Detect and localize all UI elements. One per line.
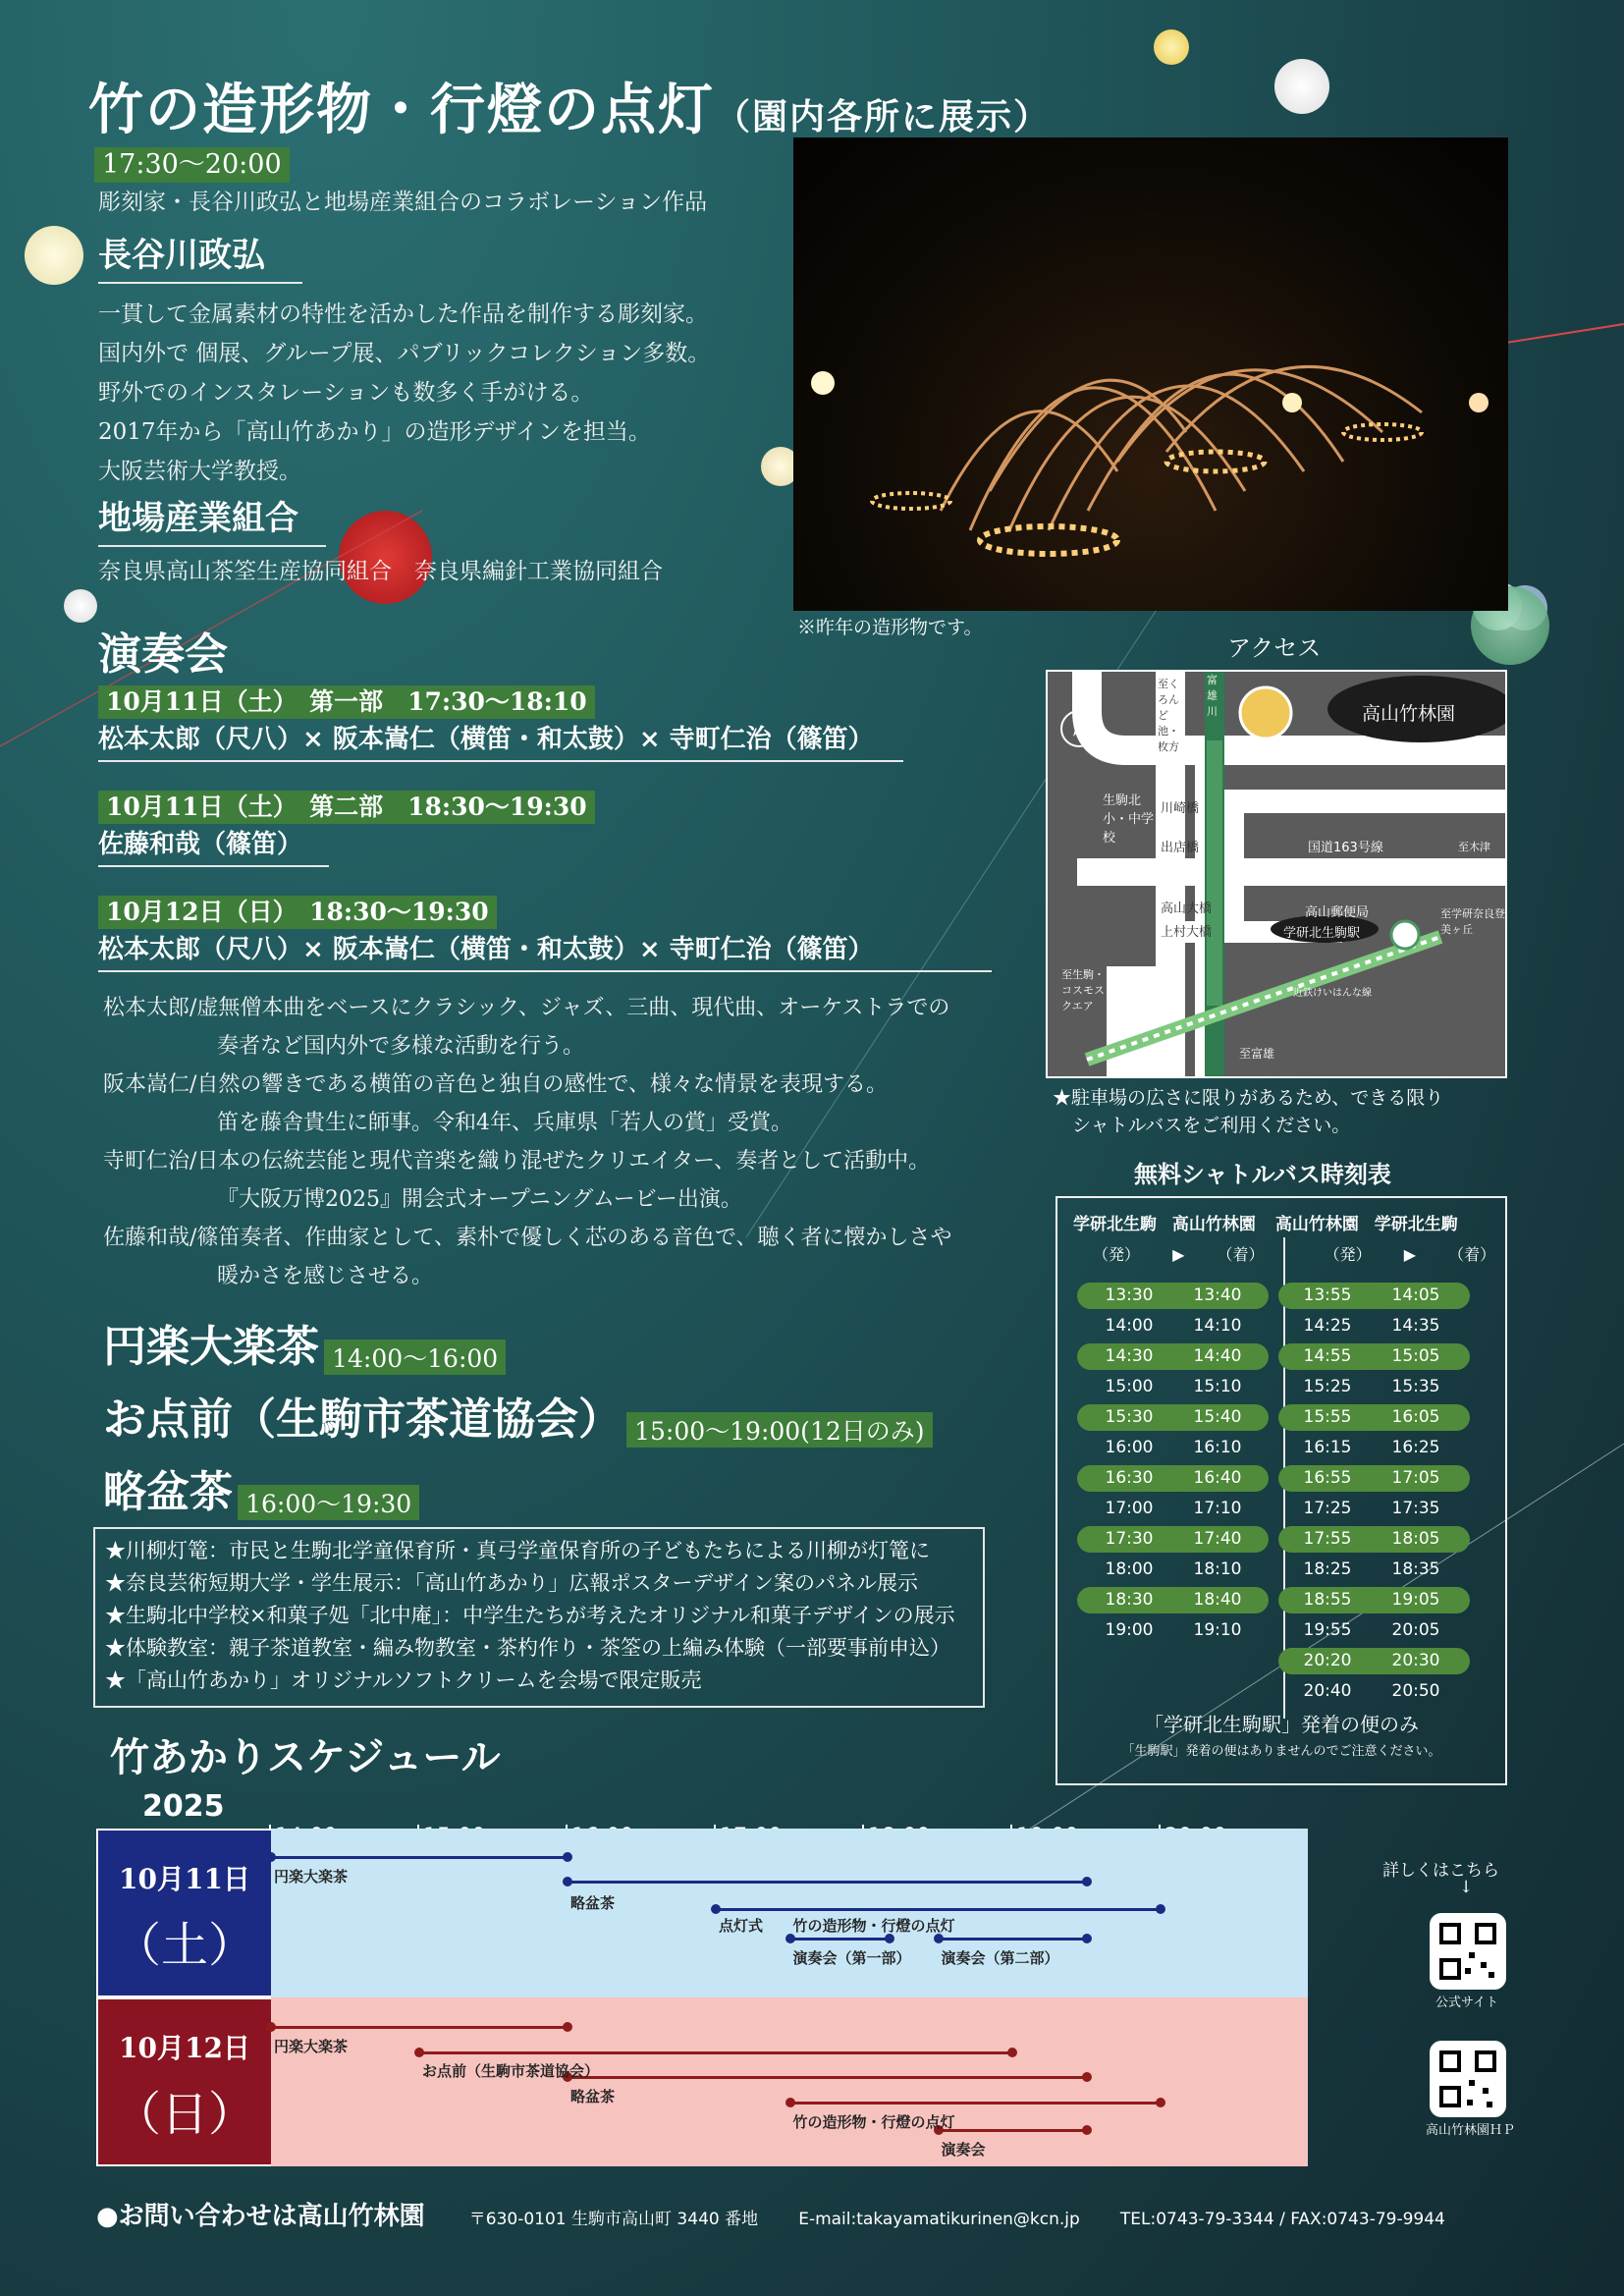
shuttle-time: 14:25 [1303, 1316, 1352, 1336]
shuttle-time: 18:25 [1303, 1559, 1352, 1579]
concert-title: 演奏会 [98, 629, 228, 680]
bio-line: 松本太郎/虚無僧本曲をベースにクラシック、ジャズ、三曲、現代曲、オーケストラでの [103, 996, 950, 1020]
bio-line: 阪本嵩仁/自然の響きである横笛の音色と独自の感性で、様々な情景を表現する。 [103, 1072, 888, 1097]
bio-line: 暖かさを感じさせる。 [217, 1264, 434, 1288]
sculpture-photo [793, 137, 1508, 611]
shuttle-time: 17:30 [1105, 1529, 1154, 1549]
session-1-who: 松本太郎（尺八）× 阪本嵩仁（横笛・和太鼓）× 寺町仁治（篠笛） [98, 719, 903, 762]
shuttle-time: 18:40 [1193, 1590, 1242, 1610]
shuttle-time: 14:00 [1105, 1316, 1154, 1336]
event-label: 略盆茶 [570, 1894, 616, 1912]
event-bar [790, 2102, 1162, 2105]
shuttle-time: 20:30 [1391, 1651, 1440, 1670]
shuttle-time: 19:10 [1193, 1620, 1242, 1640]
shuttle-row [1077, 1283, 1470, 1309]
qr-label: 高山竹林園ＨＰ [1426, 2123, 1516, 2138]
day2-dow: （日） [113, 2087, 255, 2142]
shuttle-time: 16:25 [1391, 1438, 1440, 1457]
shuttle-time: 20:20 [1303, 1651, 1352, 1670]
shuttle-time: 14:10 [1193, 1316, 1242, 1336]
phone-fax: TEL:0743-79-3344 / FAX:0743-79-9944 [1119, 2210, 1445, 2229]
shuttle-time: 18:00 [1105, 1559, 1154, 1579]
qr-official-site[interactable] [1430, 1913, 1506, 1990]
event-label: 演奏会（第二部） [941, 1949, 1059, 1967]
shuttle-row [1077, 1496, 1470, 1522]
shuttle-time: 18:10 [1193, 1559, 1242, 1579]
shuttle-time: 20:05 [1391, 1620, 1440, 1640]
tea-2-name: お点前（生駒市茶道協会） [103, 1394, 622, 1445]
artist-bio-line: 野外でのインスタレーションも数多く手がける。 [98, 380, 594, 406]
shuttle-time: 15:40 [1193, 1407, 1242, 1427]
shuttle-row [1077, 1343, 1470, 1370]
shuttle-sub: （発） [1324, 1245, 1372, 1264]
day1-dow: （土） [113, 1918, 255, 1973]
shuttle-time: 14:40 [1193, 1346, 1242, 1366]
main-title: 竹の造形物・行燈の点灯 [88, 78, 715, 142]
qr-hp[interactable] [1430, 2041, 1506, 2117]
shuttle-time: 16:10 [1193, 1438, 1242, 1457]
shuttle-time: 17:55 [1303, 1529, 1352, 1549]
tea-1-name: 円楽大楽茶 [103, 1322, 319, 1372]
map-label: 富雄川 [1207, 674, 1218, 718]
event-dot [563, 2022, 572, 2032]
artist-bio-line: 国内外で 個展、グループ展、パブリックコレクション多数。 [98, 341, 711, 366]
collab-desc: 彫刻家・長谷川政弘と地場産業組合のコラボレーション作品 [98, 190, 708, 215]
more-info: 詳しくはこちら [1382, 1861, 1499, 1881]
event-dot [1156, 2098, 1165, 2107]
shuttle-time: 13:30 [1105, 1285, 1154, 1305]
schedule-title: 竹あかりスケジュール [110, 1734, 501, 1780]
shuttle-time: 14:30 [1105, 1346, 1154, 1366]
day1-date: 10月11日 [119, 1863, 250, 1895]
shuttle-time: 18:05 [1391, 1529, 1440, 1549]
event-dot [1082, 1877, 1092, 1886]
access-map [1046, 670, 1507, 1078]
map-label: 上村大橋 [1161, 925, 1213, 940]
map-label: 学研北生駒駅 [1283, 926, 1361, 941]
tea-1-time: 14:00～16:00 [324, 1339, 506, 1375]
shuttle-row [1077, 1374, 1470, 1400]
shuttle-time: 16:40 [1193, 1468, 1242, 1488]
session-3-when: 10月12日（日） 18:30～19:30 [98, 896, 497, 929]
map-label: 至生駒・コスモスクエア [1061, 968, 1105, 1012]
email[interactable]: E-mail:takayamatikurinen@kcn.jp [798, 2210, 1080, 2229]
note-item: ★体験教室：親子茶道教室・編み物教室・茶杓作り・茶筌の上編み体験（一部要事前申込） [105, 1636, 950, 1660]
shuttle-sub: （発） [1093, 1245, 1141, 1264]
bio-line: 笛を藤舎貴生に師事。令和4年、兵庫県「若人の賞」受賞。 [217, 1111, 792, 1135]
event-dot [1082, 1934, 1092, 1943]
session-1-when: 10月11日（土） 第一部 17:30～18:10 [98, 685, 595, 719]
event-label: お点前（生駒市茶道協会） [422, 2062, 600, 2080]
map-label: 近鉄けいはんな線 [1293, 988, 1372, 999]
event-bar [568, 1881, 1087, 1884]
event-dot [414, 2048, 424, 2057]
shuttle-time: 17:00 [1105, 1499, 1154, 1518]
shuttle-time: 17:10 [1193, 1499, 1242, 1518]
event-bar [568, 2076, 1087, 2079]
event-label: 演奏会（第一部） [792, 1949, 911, 1967]
union-title: 地場産業組合 [98, 491, 326, 547]
event-dot [711, 1904, 721, 1914]
address: 〒630-0101 生駒市高山町 3440 番地 [468, 2210, 759, 2229]
map-label: 生駒北小・中学校 [1103, 793, 1155, 846]
shuttle-time: 15:10 [1193, 1377, 1242, 1396]
event-dot [1082, 2072, 1092, 2082]
shuttle-time: 14:35 [1391, 1316, 1440, 1336]
shuttle-sub: （着） [1448, 1245, 1496, 1264]
bio-line: 『大阪万博2025』開会式オープニングムービー出演。 [217, 1187, 742, 1212]
shuttle-sub: （着） [1217, 1245, 1265, 1264]
event-bar [271, 1856, 568, 1859]
tea-3-time: 16:00～19:30 [238, 1485, 419, 1520]
event-label: 略盆茶 [570, 2088, 616, 2105]
notes-box [93, 1527, 985, 1708]
event-dot [563, 1877, 572, 1886]
shuttle-time: 13:55 [1303, 1285, 1352, 1305]
event-label: 竹の造形物・行燈の点灯 [792, 1917, 955, 1935]
day2-lane [271, 1997, 1308, 2166]
shuttle-time: 13:40 [1193, 1285, 1242, 1305]
event-dot [266, 2022, 276, 2032]
shuttle-time: 14:05 [1391, 1285, 1440, 1305]
shuttle-time: 16:15 [1303, 1438, 1352, 1457]
parking-note: シャトルバスをご利用ください。 [1072, 1115, 1351, 1136]
map-venue-label: 高山竹林園 [1362, 703, 1456, 725]
artist-bio-line: 一貫して金属素材の特性を活かした作品を制作する彫刻家。 [98, 301, 708, 327]
shuttle-time: 18:30 [1105, 1590, 1154, 1610]
event-dot [1082, 2125, 1092, 2135]
tea-3-name: 略盆茶 [103, 1467, 233, 1517]
parking-note: ★駐車場の広さに限りがあるため、できる限り [1053, 1087, 1444, 1109]
note-item: ★奈良芸術短期大学・学生展示：「高山竹あかり」広報ポスターデザイン案のパネル展示 [105, 1571, 919, 1595]
shuttle-time: 19:00 [1105, 1620, 1154, 1640]
shuttle-time: 17:40 [1193, 1529, 1242, 1549]
contact-heading: ●お問い合わせは高山竹林園 [96, 2202, 425, 2231]
event-dot [266, 1852, 276, 1862]
map-label: 至京田辺 [1458, 793, 1501, 806]
shuttle-time: 17:25 [1303, 1499, 1352, 1518]
shuttle-head: 高山竹林園 [1274, 1215, 1359, 1234]
bio-line: 寺町仁治/日本の伝統芸能と現代音楽を織り混ぜたクリエイター、奏者として活動中。 [103, 1149, 931, 1174]
shuttle-time: 16:30 [1105, 1468, 1154, 1488]
shuttle-row [1077, 1435, 1470, 1461]
access-title: アクセス [1227, 634, 1322, 662]
map-label: 出店橋 [1161, 841, 1200, 855]
day1-lane [271, 1829, 1308, 1997]
event-dot [563, 1852, 572, 1862]
shuttle-sub: ▶ [1172, 1245, 1185, 1264]
map-label: 至木津 [1458, 841, 1490, 853]
tea-2-time: 15:00～19:00(12日のみ) [626, 1412, 932, 1448]
shuttle-head: 学研北生駒 [1374, 1215, 1458, 1234]
artist-bio-line: 2017年から「高山竹あかり」の造形デザインを担当。 [98, 419, 651, 445]
note-item: ★「高山竹あかり」オリジナルソフトクリームを会場で限定販売 [105, 1668, 702, 1692]
shuttle-title: 無料シャトルバス時刻表 [1134, 1160, 1391, 1188]
session-3-who: 松本太郎（尺八）× 阪本嵩仁（横笛・和太鼓）× 寺町仁治（篠笛） [98, 929, 992, 972]
shuttle-time: 15:55 [1303, 1407, 1352, 1427]
shuttle-time: 19:05 [1391, 1590, 1440, 1610]
note-item: ★川柳灯篭：市民と生駒北学童保育所・真弓学童保育所の子どもたちによる川柳が灯篭に [105, 1539, 930, 1562]
event-label: 竹の造形物・行燈の点灯 [792, 2113, 955, 2131]
shuttle-row [1077, 1557, 1470, 1583]
shuttle-time: 14:55 [1303, 1346, 1352, 1366]
map-label: 高山八幡宮 [1305, 798, 1370, 813]
shuttle-time: 16:00 [1105, 1438, 1154, 1457]
main-title-note: （園内各所に展示） [715, 96, 1052, 137]
event-bar [419, 2051, 1012, 2054]
shuttle-sub: ▶ [1403, 1245, 1417, 1264]
event-dot [1156, 1904, 1165, 1914]
bio-line: 佐藤和哉/篠笛奏者、作曲家として、素朴で優しく芯のある音色で、聴く者に懐かしさや [103, 1226, 952, 1250]
qr-label: 公式サイト [1435, 1995, 1499, 2010]
event-label: 点灯式 [719, 1917, 764, 1935]
schedule-year: 2025 [142, 1789, 225, 1824]
shuttle-time: 18:35 [1391, 1559, 1440, 1579]
shuttle-row [1077, 1404, 1470, 1431]
shuttle-row [1077, 1678, 1470, 1705]
shuttle-row [1077, 1465, 1470, 1492]
union-members: 奈良県高山茶筌生産協同組合 奈良県編針工業協同組合 [98, 559, 663, 584]
event-dot [785, 2098, 795, 2107]
shuttle-time: 15:35 [1391, 1377, 1440, 1396]
shuttle-time: 20:40 [1303, 1681, 1352, 1701]
map-label: 国道163号線 [1308, 841, 1383, 855]
shuttle-time: 15:30 [1105, 1407, 1154, 1427]
map-label: 高山郵便局 [1305, 905, 1370, 920]
shuttle-time: 18:55 [1303, 1590, 1352, 1610]
shuttle-time: 15:00 [1105, 1377, 1154, 1396]
event-label: 円楽大楽茶 [274, 1868, 349, 1886]
shuttle-time: 19:55 [1303, 1620, 1352, 1640]
event-dot [1007, 2048, 1017, 2057]
shuttle-time: 20:50 [1391, 1681, 1440, 1701]
shuttle-table [1056, 1196, 1507, 1785]
shuttle-time: 16:55 [1303, 1468, 1352, 1488]
day1-label [96, 1829, 273, 1997]
shuttle-time: 15:25 [1303, 1377, 1352, 1396]
artist-bio-line: 大阪芸術大学教授。 [98, 459, 301, 484]
event-bar [271, 2026, 568, 2029]
map-label: 至学研奈良登美ヶ丘 [1440, 907, 1505, 936]
shuttle-time: 15:05 [1391, 1346, 1440, 1366]
session-2-who: 佐藤和哉（篠笛） [98, 824, 329, 867]
event-bar [939, 1938, 1087, 1941]
map-label: 至富雄 [1239, 1047, 1275, 1061]
shuttle-row [1077, 1617, 1470, 1644]
day2-label [96, 1997, 273, 2166]
shuttle-row [1077, 1648, 1470, 1674]
map-label: 至くろんど池・枚方 [1158, 678, 1179, 753]
shuttle-row [1077, 1313, 1470, 1339]
artist-name: 長谷川政弘 [98, 228, 302, 284]
shuttle-time: 17:35 [1391, 1499, 1440, 1518]
shuttle-time: 16:05 [1391, 1407, 1440, 1427]
event-bar [716, 1908, 1161, 1911]
lighting-time: 17:30～20:00 [94, 147, 290, 183]
shuttle-head: 学研北生駒 [1073, 1215, 1157, 1234]
arrow-down-icon: ↓ [1459, 1878, 1474, 1897]
map-label: 川崎橋 [1161, 801, 1200, 816]
event-bar [939, 2129, 1087, 2132]
day2-date: 10月12日 [119, 2032, 250, 2064]
shuttle-foot: 「学研北生駒駅」発着の便のみ [1144, 1713, 1419, 1736]
event-bar [790, 1938, 890, 1941]
map-label: 高山大橋 [1161, 902, 1213, 916]
session-2-when: 10月11日（土） 第二部 18:30～19:30 [98, 791, 595, 824]
shuttle-foot-small: 「生駒駅」発着の便はありませんのでご注意ください。 [1121, 1744, 1441, 1759]
shuttle-head: 高山竹林園 [1171, 1215, 1256, 1234]
photo-caption: ※昨年の造形物です。 [797, 617, 983, 638]
event-label: 円楽大楽茶 [274, 2038, 349, 2055]
event-label: 演奏会 [941, 2141, 986, 2159]
shuttle-row [1077, 1526, 1470, 1553]
bio-line: 奏者など国内外で多様な活動を行う。 [217, 1034, 585, 1059]
note-item: ★生駒北中学校×和菓子処「北中庵」：中学生たちが考えたオリジナル和菓子デザインの展示 [105, 1604, 955, 1627]
shuttle-time: 17:05 [1391, 1468, 1440, 1488]
shuttle-row [1077, 1587, 1470, 1613]
